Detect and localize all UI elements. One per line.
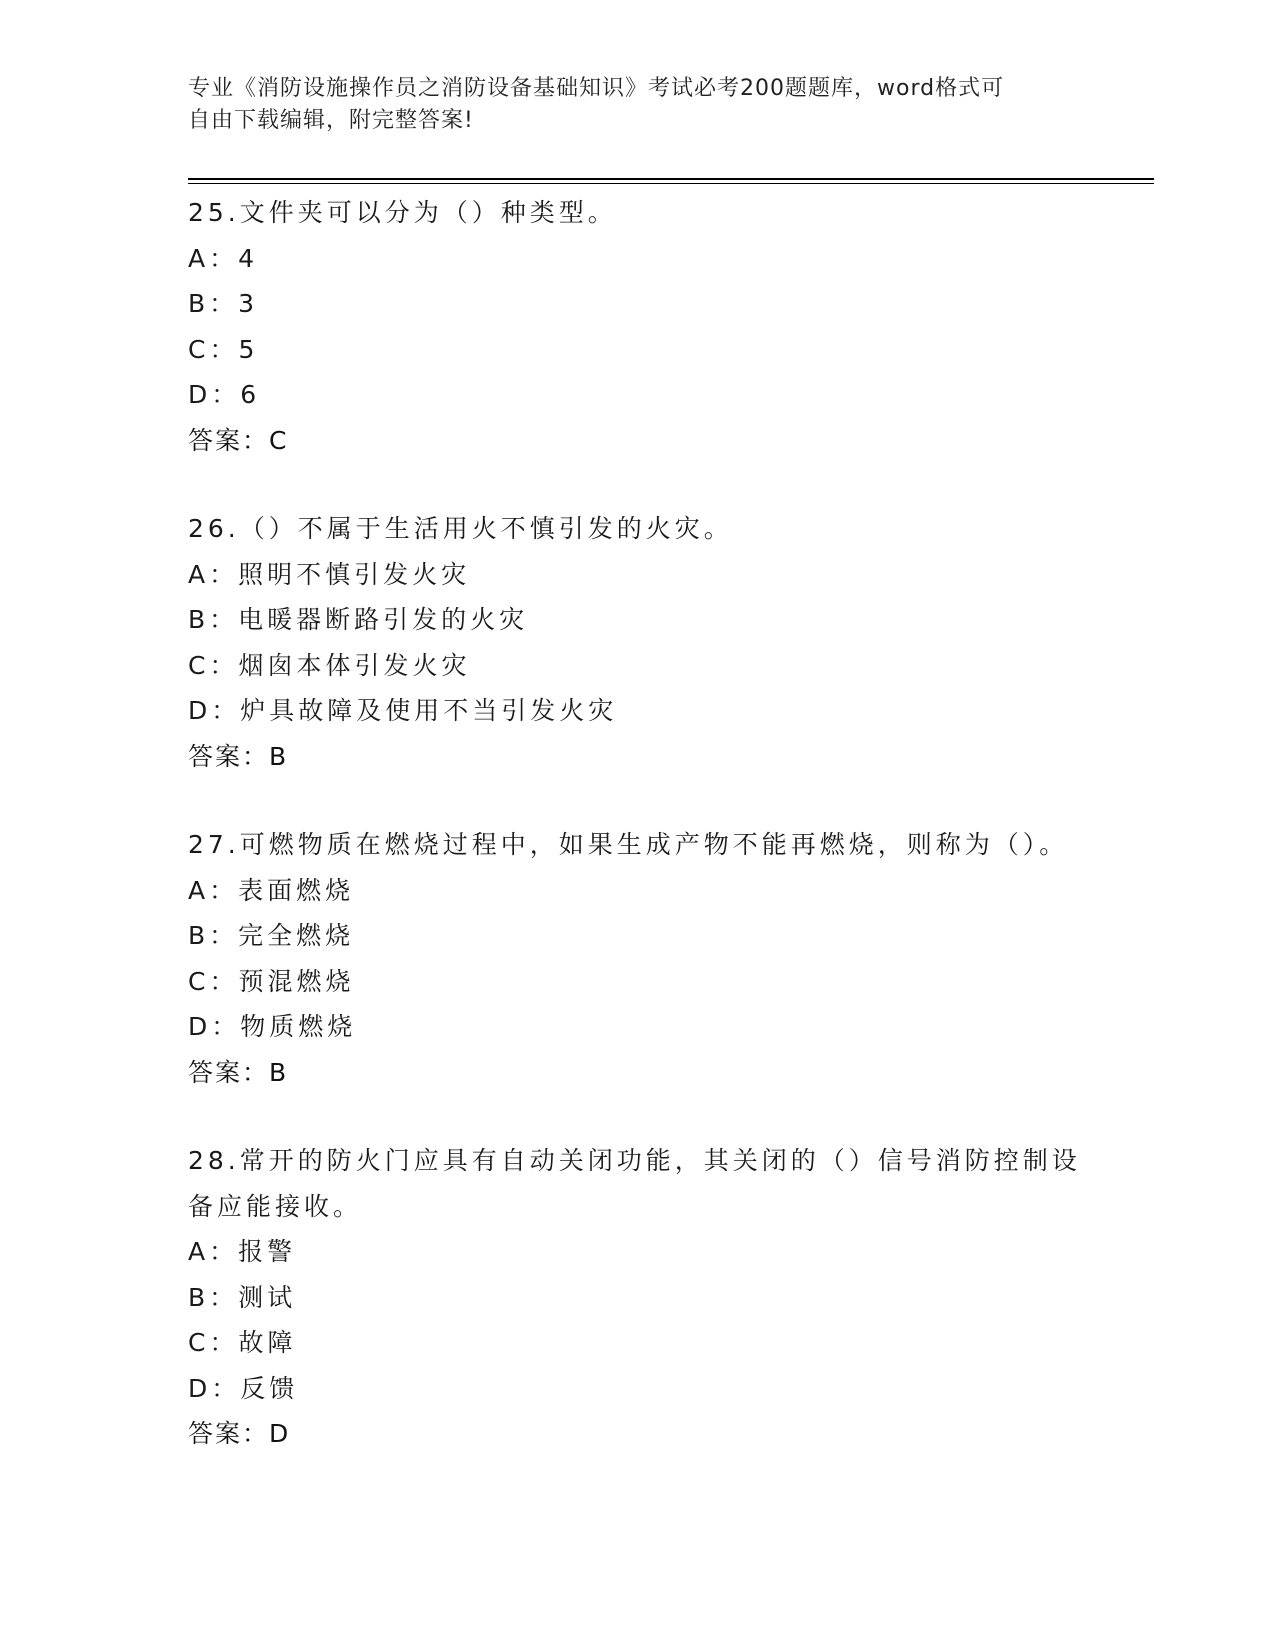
- option-d: D：物质燃烧: [188, 1012, 357, 1041]
- header-rule-thin: [188, 183, 1154, 184]
- question-stem: 25.文件夹可以分为（）种类型。: [188, 198, 617, 227]
- header-line-2: 自由下载编辑，附完整答案!: [188, 108, 474, 133]
- option-d: D：6: [188, 380, 261, 409]
- header-line-1: 专业《消防设施操作员之消防设备基础知识》考试必考200题题库，word格式可: [188, 76, 1005, 101]
- question-27: [188, 822, 1088, 1095]
- answer: 答案：B: [188, 741, 289, 771]
- question-stem: 27.可燃物质在燃烧过程中，如果生成产物不能再燃烧，则称为（）。: [188, 830, 1069, 859]
- question-list: [188, 190, 1088, 1500]
- option-b: B：3: [188, 289, 259, 318]
- answer: 答案：D: [188, 1419, 291, 1448]
- option-a: A：报警: [188, 1237, 297, 1266]
- option-d: D：反馈: [188, 1373, 299, 1403]
- option-a: A：照明不慎引发火灾: [188, 559, 471, 589]
- answer: 答案：C: [188, 425, 289, 455]
- answer: 答案：B: [188, 1057, 289, 1087]
- option-b: B：电暖器断路引发的火灾: [188, 605, 529, 634]
- question-26: [188, 506, 1088, 779]
- question-stem-line-2: 备应能接收。: [188, 1191, 363, 1221]
- option-a: A：4: [188, 243, 259, 273]
- question-stem: 26.（）不属于生活用火不慎引发的火灾。: [188, 514, 733, 543]
- option-b: B：完全燃烧: [188, 921, 355, 950]
- option-d: D：炉具故障及使用不当引发火灾: [188, 696, 618, 725]
- option-c: C：故障: [188, 1328, 297, 1357]
- question-stem-line-1: 28.常开的防火门应具有自动关闭功能，其关闭的（）信号消防控制设: [188, 1146, 1081, 1175]
- question-25: [188, 190, 1088, 463]
- document-header: [188, 73, 1088, 137]
- header-rule-thick: [188, 178, 1154, 180]
- option-b: B：测试: [188, 1282, 297, 1312]
- question-28: [188, 1138, 1088, 1457]
- option-c: C：5: [188, 334, 259, 364]
- option-c: C：预混燃烧: [188, 966, 355, 996]
- option-a: A：表面燃烧: [188, 875, 355, 905]
- option-c: C：烟囱本体引发火灾: [188, 650, 471, 680]
